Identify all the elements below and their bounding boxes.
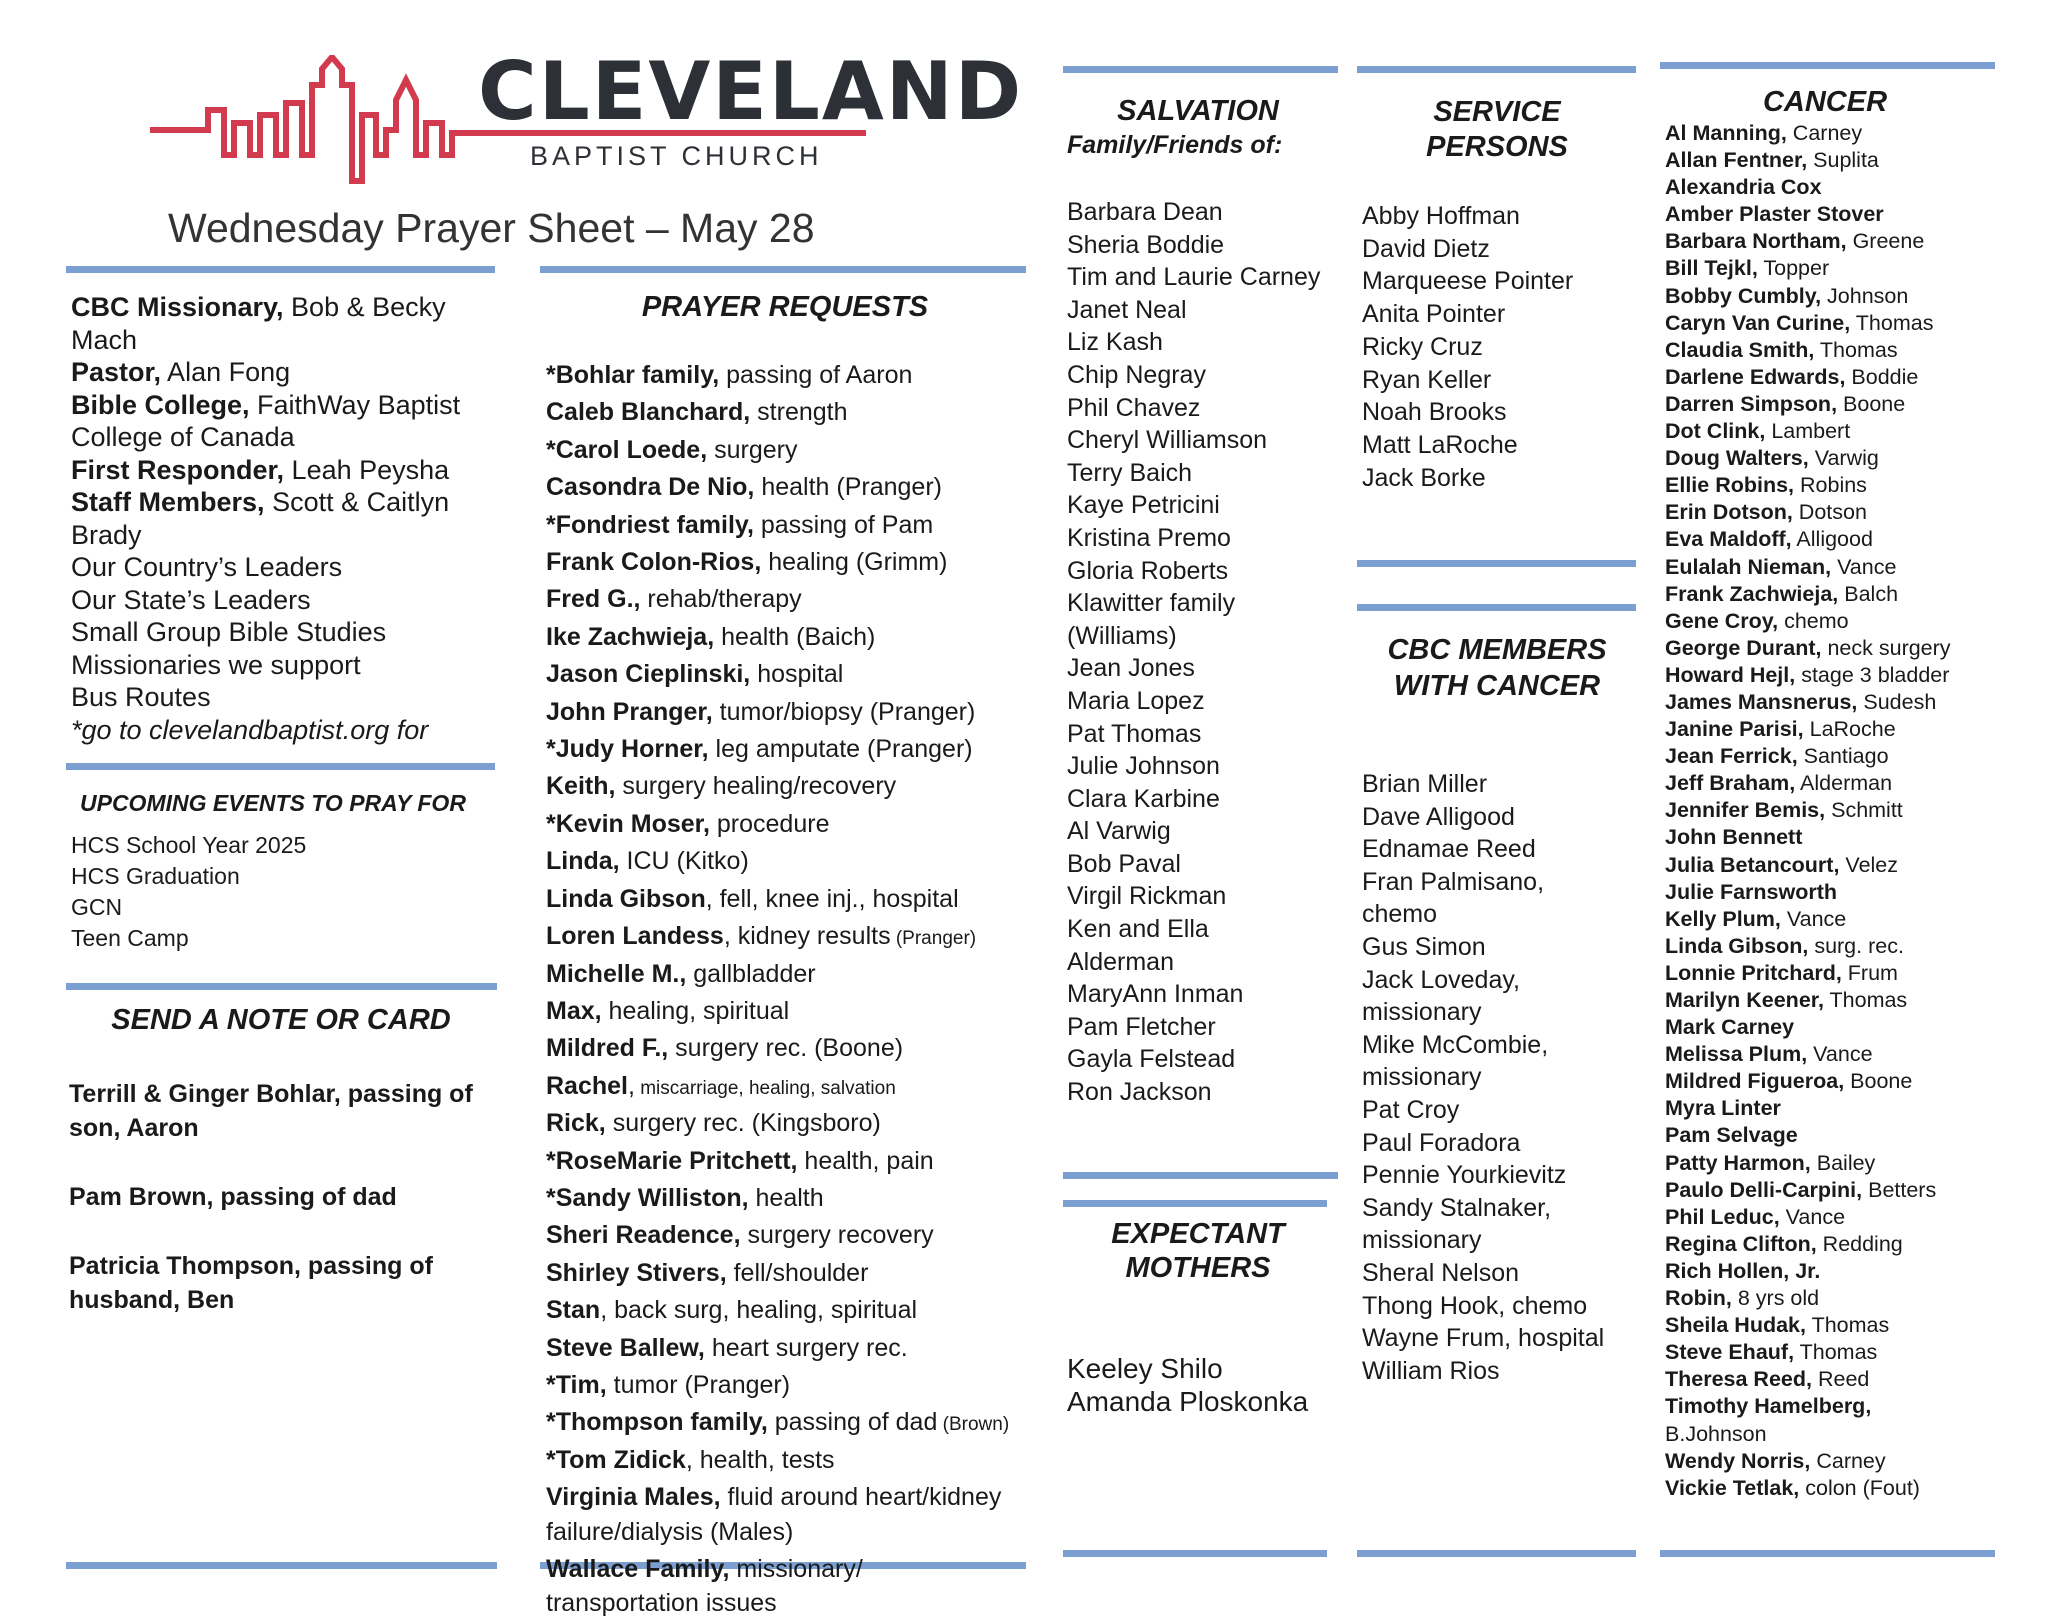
list-item: Terry Baich [1067,458,1193,487]
list-item: Shirley Stivers, fell/shoulder [546,1258,869,1287]
list-item: *Tim, tumor (Pranger) [546,1370,791,1399]
list-item: Jack Borke [1362,463,1486,492]
logo-wordmark: CLEVELAND [478,45,1024,138]
list-item: Patricia Thompson, passing of husband, Ben [69,1252,433,1314]
list-item: HCS School Year 2025 [71,832,307,858]
list-item: Virgil Rickman [1067,882,1227,911]
divider [1063,1550,1327,1557]
list-item: Barbara Dean [1067,198,1223,226]
members-cancer-heading [1357,632,1637,704]
list-item: Jeff Braham, Alderman [1665,771,1893,796]
list-item: Jean Ferrick, Santiago [1665,744,1889,769]
list-item: *Thompson family, passing of dad (Brown) [546,1408,1010,1437]
list-item: Allan Fentner, Suplita [1665,148,1879,173]
send-note-list [69,1077,499,1352]
list-item: Al Varwig [1067,817,1171,846]
list-item: Sheri Readence, surgery recovery [546,1221,934,1250]
service-persons-heading [1357,95,1637,165]
list-item: Staff Members, Scott & Caitlyn Brady [71,487,450,550]
list-item: Anita Pointer [1362,300,1506,329]
prayer-requests-list [546,358,1046,1624]
prayer-focus-list [71,291,481,746]
list-item: Pam Fletcher [1067,1012,1216,1041]
list-item: Frank Colon-Rios, healing (Grimm) [546,548,948,577]
heading-line: MOTHERS [1125,1252,1271,1284]
list-item: Keith, surgery healing/recovery [546,772,897,801]
website-note: *go to clevelandbaptist.org for [71,714,429,745]
list-item: Fran Palmisano, [1362,867,1545,896]
list-item: Ricky Cruz [1362,332,1483,361]
list-item: Teen Camp [71,925,189,951]
divider [540,266,1026,273]
list-item: Jack Loveday, [1362,965,1520,994]
list-item: Sheila Hudak, Thomas [1665,1313,1890,1338]
divider [66,266,495,273]
expectant-mothers-list [1067,1352,1308,1418]
list-item: Max, healing, spiritual [546,996,790,1025]
list-item: Janet Neal [1067,295,1187,324]
divider [1660,62,1995,69]
list-item: Julia Betancourt, Velez [1665,852,1899,877]
list-item: missionary [1362,1063,1482,1092]
cancer-heading: CANCER [1762,86,1888,118]
list-item: Maria Lopez [1067,686,1205,715]
list-item: Tim and Laurie Carney [1067,263,1321,292]
list-item: Cheryl Williamson [1067,426,1268,455]
list-item: Patty Harmon, Bailey [1665,1150,1876,1175]
list-item: Gloria Roberts [1067,556,1229,585]
list-item: Darlene Edwards, Boddie [1665,364,1919,389]
expectant-mothers-heading [1063,1217,1333,1285]
list-item: GCN [71,894,123,920]
list-item: Mildred Figueroa, Boone [1665,1069,1913,1094]
list-item: Pam Selvage [1665,1123,1798,1148]
list-item: First Responder, Leah Peysha [71,454,450,485]
list-item: missionary [1362,998,1482,1027]
events-list [71,830,306,954]
list-item: John Pranger, tumor/biopsy (Pranger) [546,697,976,726]
list-item: *Fondriest family, passing of Pam [546,510,934,539]
list-item: Mike McCombie, [1362,1030,1549,1059]
list-item: Kristina Premo [1067,523,1231,552]
salvation-heading: SALVATION [1117,95,1279,127]
list-item: Darren Simpson, Boone [1665,391,1906,416]
divider [66,983,497,990]
divider [1063,66,1338,73]
heading-line: PERSONS [1426,131,1568,163]
send-note-heading: SEND A NOTE OR CARD [111,1004,451,1036]
list-item: Our Country’s Leaders [71,552,343,582]
list-item: Dave Alligood [1362,802,1515,831]
list-item: Phil Leduc, Vance [1665,1204,1846,1229]
list-item: Paulo Delli-Carpini, Betters [1665,1177,1937,1202]
list-item: Wallace Family, missionary/ transportation issues [546,1555,863,1618]
list-item: Linda, ICU (Kitko) [546,847,749,876]
list-item: Sheral Nelson [1362,1258,1520,1287]
prayer-requests-heading: PRAYER REQUESTS [641,291,929,323]
list-item: Marilyn Keener, Thomas [1665,988,1908,1012]
list-item: *Carol Loede, surgery [546,435,798,464]
list-item: Janine Parisi, LaRoche [1665,717,1896,742]
list-item: Missionaries we support [71,649,361,680]
list-item: Linda Gibson, surg. rec. [1665,933,1904,958]
list-item: Gene Croy, chemo [1665,608,1849,633]
divider [1357,604,1636,611]
list-item: Rich Hollen, Jr. [1665,1258,1821,1283]
list-item: Keeley Shilo [1067,1353,1223,1384]
list-item: Chip Negray [1067,360,1206,389]
list-item: Wendy Norris, Carney [1665,1448,1886,1473]
service-persons-list [1362,200,1573,494]
events-heading: UPCOMING EVENTS TO PRAY FOR [80,790,466,816]
list-item: Eulalah Nieman, Vance [1665,554,1897,579]
list-item: Pat Thomas [1067,719,1202,748]
list-item: CBC Missionary, Bob & Becky Mach [71,292,446,355]
list-item: Erin Dotson, Dotson [1665,500,1867,525]
list-item: Ednamae Reed [1362,835,1536,864]
list-item: Bobby Cumbly, Johnson [1665,283,1909,308]
list-item: Kaye Petricini [1067,491,1220,520]
list-item: Wayne Frum, hospital [1362,1324,1605,1353]
list-item: Howard Hejl, stage 3 bladder [1665,662,1950,687]
list-item: Julie Johnson [1067,752,1220,781]
list-item: Fred G., rehab/therapy [546,585,802,614]
salvation-list [1067,196,1320,1109]
list-item: Pastor, Alan Fong [71,357,291,387]
list-item: *Tom Zidick, health, tests [546,1445,835,1474]
list-item: Bob Paval [1067,849,1181,878]
heading-line: CBC MEMBERS [1387,634,1607,666]
list-item: George Durant, neck surgery [1665,635,1951,660]
list-item: (Williams) [1067,621,1177,650]
list-item: *Judy Horner, leg amputate (Pranger) [546,735,973,764]
list-item: Rick, surgery rec. (Kingsboro) [546,1109,881,1138]
list-item: Linda Gibson, fell, knee inj., hospital [546,884,959,913]
list-item: Claudia Smith, Thomas [1665,337,1898,362]
list-item: Frank Zachwieja, Balch [1665,581,1899,606]
list-item: Michelle M., gallbladder [546,959,816,988]
divider [66,1562,497,1569]
list-item: Barbara Northam, Greene [1665,229,1925,254]
list-item: Rachel, miscarriage, healing, salvation [546,1071,896,1100]
list-item: Loren Landess, kidney results (Pranger) [546,922,977,951]
cancer-list [1665,120,1951,1502]
list-item: Phil Chavez [1067,393,1201,422]
list-item: Robin, 8 yrs old [1665,1286,1820,1311]
list-item: Paul Foradora [1362,1128,1521,1157]
members-cancer-list [1362,768,1604,1387]
list-item: Abby Hoffman [1362,202,1520,230]
list-item: B.Johnson [1665,1421,1767,1446]
list-item: Jason Cieplinski, hospital [546,660,844,689]
list-item: Steve Ehauf, Thomas [1665,1340,1878,1365]
list-item: Brian Miller [1362,770,1488,798]
list-item: Theresa Reed, Reed [1665,1367,1870,1392]
list-item: Pennie Yourkievitz [1362,1161,1567,1190]
heading-line: EXPECTANT [1111,1218,1285,1250]
list-item: MaryAnn Inman [1067,980,1244,1009]
list-item: Liz Kash [1067,328,1163,357]
list-item: missionary [1362,1226,1482,1255]
list-item: Noah Brooks [1362,398,1507,427]
list-item: Caleb Blanchard, strength [546,398,848,427]
list-item: David Dietz [1362,234,1490,263]
divider [1063,1172,1338,1179]
list-item: Pam Brown, passing of dad [69,1183,397,1211]
list-item: Klawitter family [1067,589,1236,618]
list-item: Pat Croy [1362,1095,1460,1124]
page-title: Wednesday Prayer Sheet – May 28 [168,205,815,251]
divider [66,763,495,770]
divider [1063,1200,1327,1207]
salvation-subheading: Family/Friends of: [1067,131,1283,159]
divider [1357,1550,1636,1557]
list-item: Myra Linter [1665,1096,1781,1121]
list-item: Ellie Robins, Robins [1665,473,1867,498]
list-item: Melissa Plum, Vance [1665,1042,1873,1067]
list-item: Doug Walters, Varwig [1665,446,1879,471]
list-item: Timothy Hamelberg, [1665,1394,1872,1419]
list-item: Dot Clink, Lambert [1665,419,1851,444]
list-item: Clara Karbine [1067,784,1220,813]
list-item: Kelly Plum, Vance [1665,906,1847,931]
list-item: Julie Farnsworth [1665,879,1838,904]
list-item: Amber Plaster Stover [1665,202,1884,227]
list-item: Mildred F., surgery rec. (Boone) [546,1034,904,1063]
divider [1660,1550,1995,1557]
list-item: Ryan Keller [1362,365,1492,394]
list-item: Bus Routes [71,682,211,712]
list-item: Eva Maldoff, Alligood [1665,527,1873,552]
list-item: Bible College, FaithWay Baptist College of Canada [71,389,461,452]
list-item: *RoseMarie Pritchett, health, pain [546,1146,934,1175]
list-item: Jennifer Bemis, Schmitt [1665,798,1903,823]
heading-line: SERVICE [1433,96,1561,128]
list-item: HCS Graduation [71,863,240,889]
list-item: Jean Jones [1067,654,1195,683]
list-item: Mark Carney [1665,1015,1795,1040]
list-item: *Bohlar family, passing of Aaron [546,361,913,389]
list-item: Sheria Boddie [1067,230,1225,259]
list-item: Casondra De Nio, health (Pranger) [546,473,942,502]
list-item: Al Manning, Carney [1665,121,1863,145]
list-item: Gayla Felstead [1067,1045,1236,1074]
list-item: Our State’s Leaders [71,584,311,615]
list-item: Small Group Bible Studies [71,617,387,647]
list-item: Thong Hook, chemo [1362,1291,1588,1320]
list-item: Steve Ballew, heart surgery rec. [546,1333,908,1362]
list-item: Stan, back surg, healing, spiritual [546,1296,918,1325]
divider [1357,66,1636,73]
list-item: William Rios [1362,1356,1500,1385]
heading-line: WITH CANCER [1393,670,1601,702]
list-item: Virginia Males, fluid around heart/kidney failure/dialysis (Males) [546,1483,1002,1546]
list-item: Lonnie Pritchard, Frum [1665,960,1898,985]
list-item: Marqueese Pointer [1362,267,1574,296]
logo-subtitle: BAPTIST CHURCH [530,141,823,171]
list-item: Matt LaRoche [1362,430,1518,459]
list-item: Alderman [1067,947,1174,976]
list-item: Bill Tejkl, Topper [1665,256,1830,281]
list-item: Sandy Stalnaker, [1362,1193,1552,1222]
list-item: Regina Clifton, Redding [1665,1231,1903,1256]
list-item: Amanda Ploskonka [1067,1386,1309,1417]
list-item: James Mansnerus, Sudesh [1665,689,1937,714]
list-item: Ike Zachwieja, health (Baich) [546,622,876,651]
list-item: Terrill & Ginger Bohlar, passing of son, Aaron [69,1080,473,1142]
list-item: chemo [1362,900,1438,929]
list-item: John Bennett [1665,825,1803,850]
list-item: Ken and Ella [1067,915,1209,944]
list-item: Vickie Tetlak, colon (Fout) [1665,1475,1920,1500]
divider [1357,560,1636,567]
list-item: *Kevin Moser, procedure [546,809,830,838]
list-item: Ron Jackson [1067,1078,1212,1107]
list-item: Caryn Van Curine, Thomas [1665,310,1934,335]
list-item: Alexandria Cox [1665,175,1822,200]
list-item: Gus Simon [1362,932,1486,961]
list-item: *Sandy Williston, health [546,1183,824,1212]
